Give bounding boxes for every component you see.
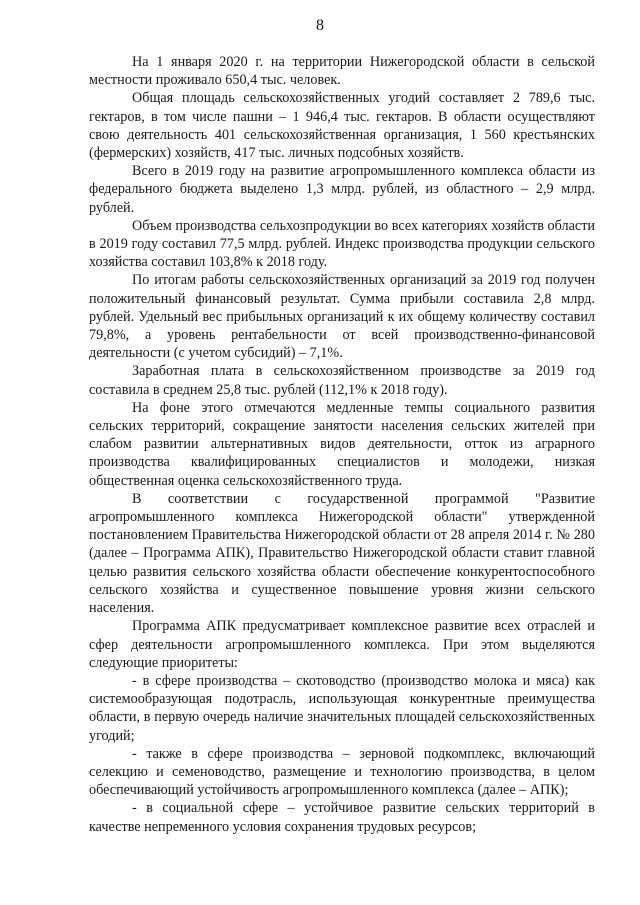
- paragraph-production-volume: Объем производства сельхозпродукции во всех категориях хозяйств области в 2019 году составил 77,5 млрд. рублей. Индекс производства продукции сельского хозяйства составил 103,8% к 2018 году.: [89, 217, 595, 271]
- page-number: 8: [316, 17, 324, 34]
- paragraph-agricultural-land: Общая площадь сельскохозяйственных угодий составляет 2 789,6 тыс. гектаров, в том числе пашни – 1 946,4 тыс. гектаров. В области осуществляют свою деятельность 401 сельскохозяйственная организация, 1 560 крестьянских (фермерских) хозяйств, 417 тыс. личных подсобных хозяйств.: [89, 90, 595, 162]
- paragraph-budget-funding: Всего в 2019 году на развитие агропромышленного комплекса области из федерального бюджета выделено 1,3 млрд. рублей, из областного – 2,9 млрд. рублей.: [89, 163, 595, 216]
- paragraph-social-development: На фоне этого отмечаются медленные темпы социального развития сельских территорий, сокращение занятости населения сельских жителей при слабом развитии альтернативных видов деятельности, отток из аграрного производства квалифицированных специалистов и молодежи, низкая общественная оценка сельскохозяйственного труда.: [89, 399, 595, 489]
- paragraph-financial-results: По итогам работы сельскохозяйственных организаций за 2019 год получен положительный финансовый результат. Сумма прибыли составила 2,8 млрд. рублей. Удельный вес прибыльных организаций к их общему количеству составил 79,8%, а уровень рентабельности от всей производственно-финансовой деятельности (с учетом субсидий) – 7,1%.: [89, 272, 595, 362]
- body-text: [89, 53, 595, 836]
- list-item-social-sphere: - в социальной сфере – устойчивое развитие сельских территорий в качестве непременного условия сохранения трудовых ресурсов;: [89, 800, 595, 835]
- list-item-grain-subcomplex: - также в сфере производства – зерновой подкомплекс, включающий селекцию и семеноводство, размещение и технологию производства, в целом обеспечивающий устойчивость агропромышленного комплекса (далее – АПК);: [89, 745, 595, 799]
- list-item-cattle-breeding: - в сфере производства – скотоводство (производство молока и мяса) как системообразующая подотрасль, использующая конкурентные преимущества области, в первую очередь наличие значительных площадей сельскохозяйственных угодий;: [89, 672, 595, 744]
- paragraph-wages: Заработная плата в сельскохозяйственном производстве за 2019 год составила в среднем 25,8 тыс. рублей (112,1% к 2018 году).: [89, 363, 595, 398]
- paragraph-state-program: В соответствии с государственной программой "Развитие агропромышленного комплекса Нижегородской области" утвержденной постановлением Правительства Нижегородской области от 28 апреля 2014 г. № 280 (далее – Программа АПК), Правительство Нижегородской области ставит главной целью развития сельского хозяйства области обеспечение конкурентоспособного сельского хозяйства и существенное повышение уровня жизни сельского населения.: [89, 490, 595, 617]
- paragraph-program-priorities: Программа АПК предусматривает комплексное развитие всех отраслей и сфер деятельности агропромышленного комплекса. При этом выделяются следующие приоритеты:: [89, 618, 595, 671]
- paragraph-rural-population: На 1 января 2020 г. на территории Нижегородской области в сельской местности проживало 650,4 тыс. человек.: [89, 54, 595, 89]
